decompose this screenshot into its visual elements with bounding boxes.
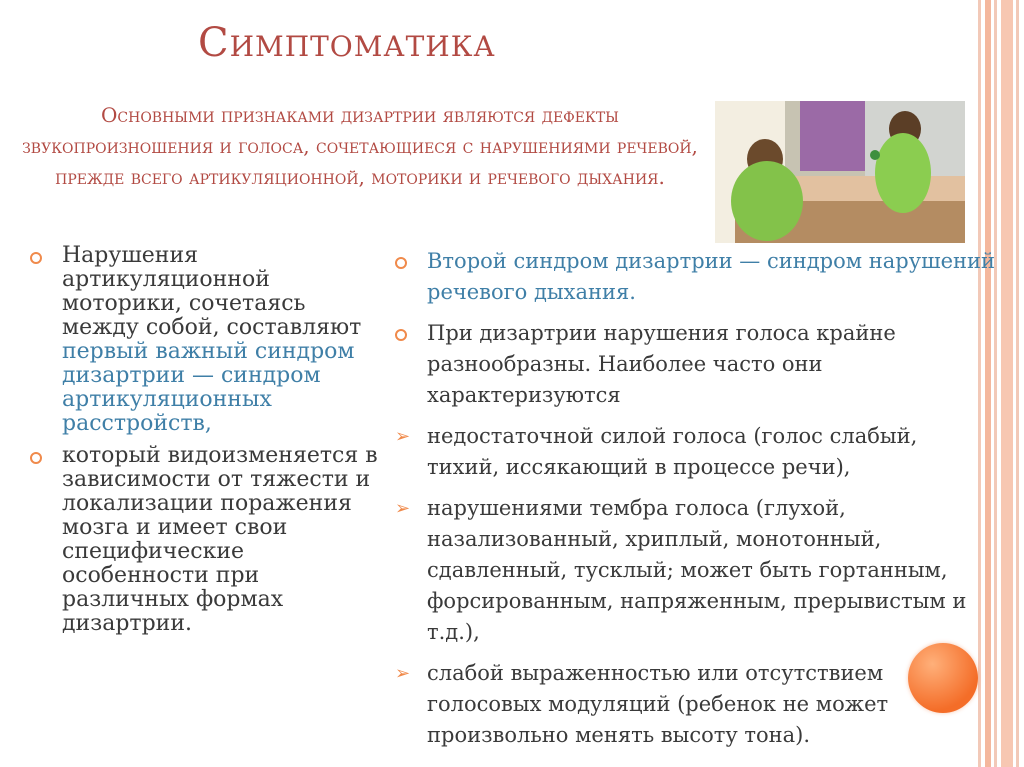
item-text: который видоизменяется в зависимости от тяжести и локализации поражения мозга и имеет свои специфические особенности при различных формах дизартрии. [62,443,378,636]
arrow-bullet-icon: ➢ [395,426,411,447]
decor-stripe [1001,0,1013,767]
list-item [30,444,380,636]
intro-text: Основными признаками дизартрии являются дефекты звукопроизношения и голоса, сочетающиеся с нарушениями речевой, прежде всего артикуляционной, моторики и речевого дыхания. [22,103,698,189]
bullet-icon [395,329,407,341]
item-text: нарушениями тембра голоса (глухой, назализованный, хриплый, монотонный, сдавленный, тусклый; может быть гортанным, форсированным, напряженным, прерывистым и т.д.), [427,496,967,644]
item-highlight: первый важный синдром дизартрии — синдром артикуляционных расстройств, [62,339,355,436]
list-item [30,244,380,436]
decor-circle [908,643,978,713]
item-text: слабой выраженностью или отсутствием голосовых модуляций (ребенок не может произвольно менять высоту тона). [427,661,889,747]
list-item [395,658,995,751]
arrow-bullet-icon: ➢ [395,663,411,684]
bullet-icon [30,452,42,464]
right-column [395,246,995,761]
list-item [395,246,995,308]
list-item [395,318,995,411]
item-text: При дизартрии нарушения голоса крайне разнообразны. Наиболее часто они характеризуются [427,321,896,407]
arrow-bullet-icon: ➢ [395,498,411,519]
decor-stripe [1016,0,1019,767]
item-text: недостаточной силой голоса (голос слабый, тихий, иссякающий в процессе речи), [427,424,918,479]
bullet-icon [30,252,42,264]
bullet-icon [395,257,407,269]
left-column [30,244,380,644]
page-title: Симптоматика [198,20,496,66]
list-item [395,493,995,648]
item-highlight: Второй синдром дизартрии — синдром нарушений речевого дыхания. [427,249,996,304]
item-text: Нарушения артикуляционной моторики, сочетаясь между собой, составляют [62,243,362,340]
list-item [395,421,995,483]
photo-children [715,101,965,243]
